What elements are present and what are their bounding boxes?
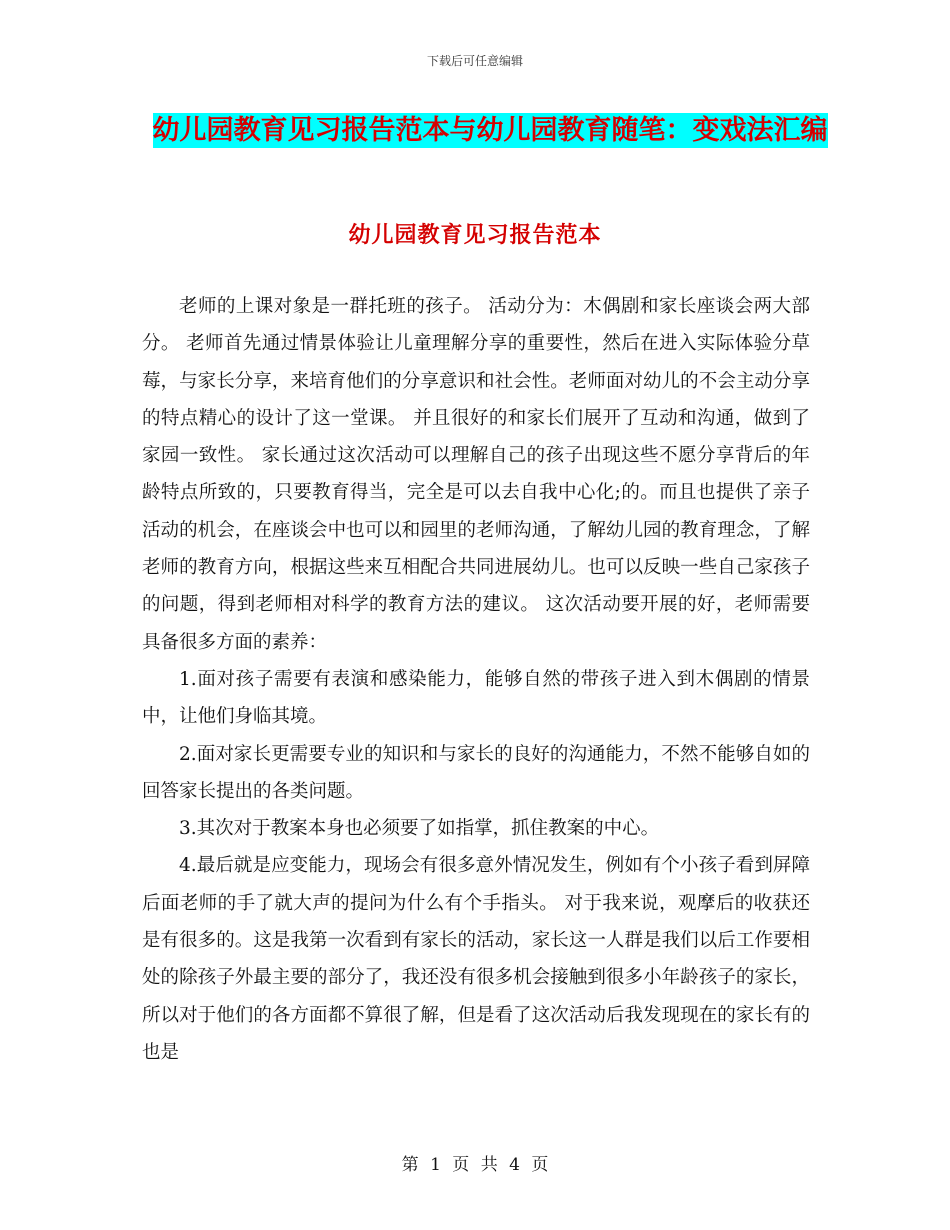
header-note: 下载后可任意编辑 [426, 54, 523, 68]
document-title [140, 106, 840, 156]
paragraph-item-2: 2.面对家长更需要专业的知识和与家长的良好的沟通能力，不然不能够自如的回答家长提出的各类问题。 [142, 743, 810, 802]
paragraph-item-4: 4.最后就是应变能力，现场会有很多意外情况发生，例如有个小孩子看到屏障后面老师的手了就大声的提问为什么有个手指头。 对于我来说，观摩后的收获还是有很多的。这是我第一次看到有家长的活动，家长这一人群是我们以后工作要相处的除孩子外最主要的部分了，我还没有很多机会接触到很多小年龄孩子的家长，所以对于他们的各方面都不算很了解，但是看了这次活动后我发现现在的家长有的也是 [142, 855, 810, 1063]
document-title-text: 幼儿园教育见习报告范本与幼儿园教育随笔：变戏法汇编 [152, 115, 828, 146]
document-body [142, 288, 810, 1071]
paragraph-intro: 老师的上课对象是一群托班的孩子。 活动分为：木偶剧和家长座谈会两大部分。 老师首先通过情景体验让儿童理解分享的重要性，然后在进入实际体验分草莓，与家长分享，来培育他们的分享意识和社会性。老师面对幼儿的不会主动分享的特点精心的设计了这一堂课。 并且很好的和家长们展开了互动和沟通，做到了家园一致性。 家长通过这次活动可以理解自己的孩子出现这些不愿分享背后的年龄特点所致的，只要教育得当，完全是可以去自我中心化;的。而且也提供了亲子活动的机会，在座谈会中也可以和园里的老师沟通，了解幼儿园的教育理念，了解老师的教育方向，根据这些来互相配合共同进展幼儿。也可以反映一些自己家孩子的问题，得到老师相对科学的教育方法的建议。 这次活动要开展的好，老师需要具备很多方面的素养： [142, 296, 810, 653]
paragraph-item-3: 3.其次对于教案本身也必须要了如指掌，抓住教案的中心。 [179, 818, 660, 840]
section-title: 幼儿园教育见习报告范本 [348, 222, 602, 248]
page-indicator: 第 1 页 共 4 页 [401, 1155, 549, 1175]
paragraph-item-1: 1.面对孩子需要有表演和感染能力，能够自然的带孩子进入到木偶剧的情景中，让他们身临其境。 [142, 668, 810, 728]
